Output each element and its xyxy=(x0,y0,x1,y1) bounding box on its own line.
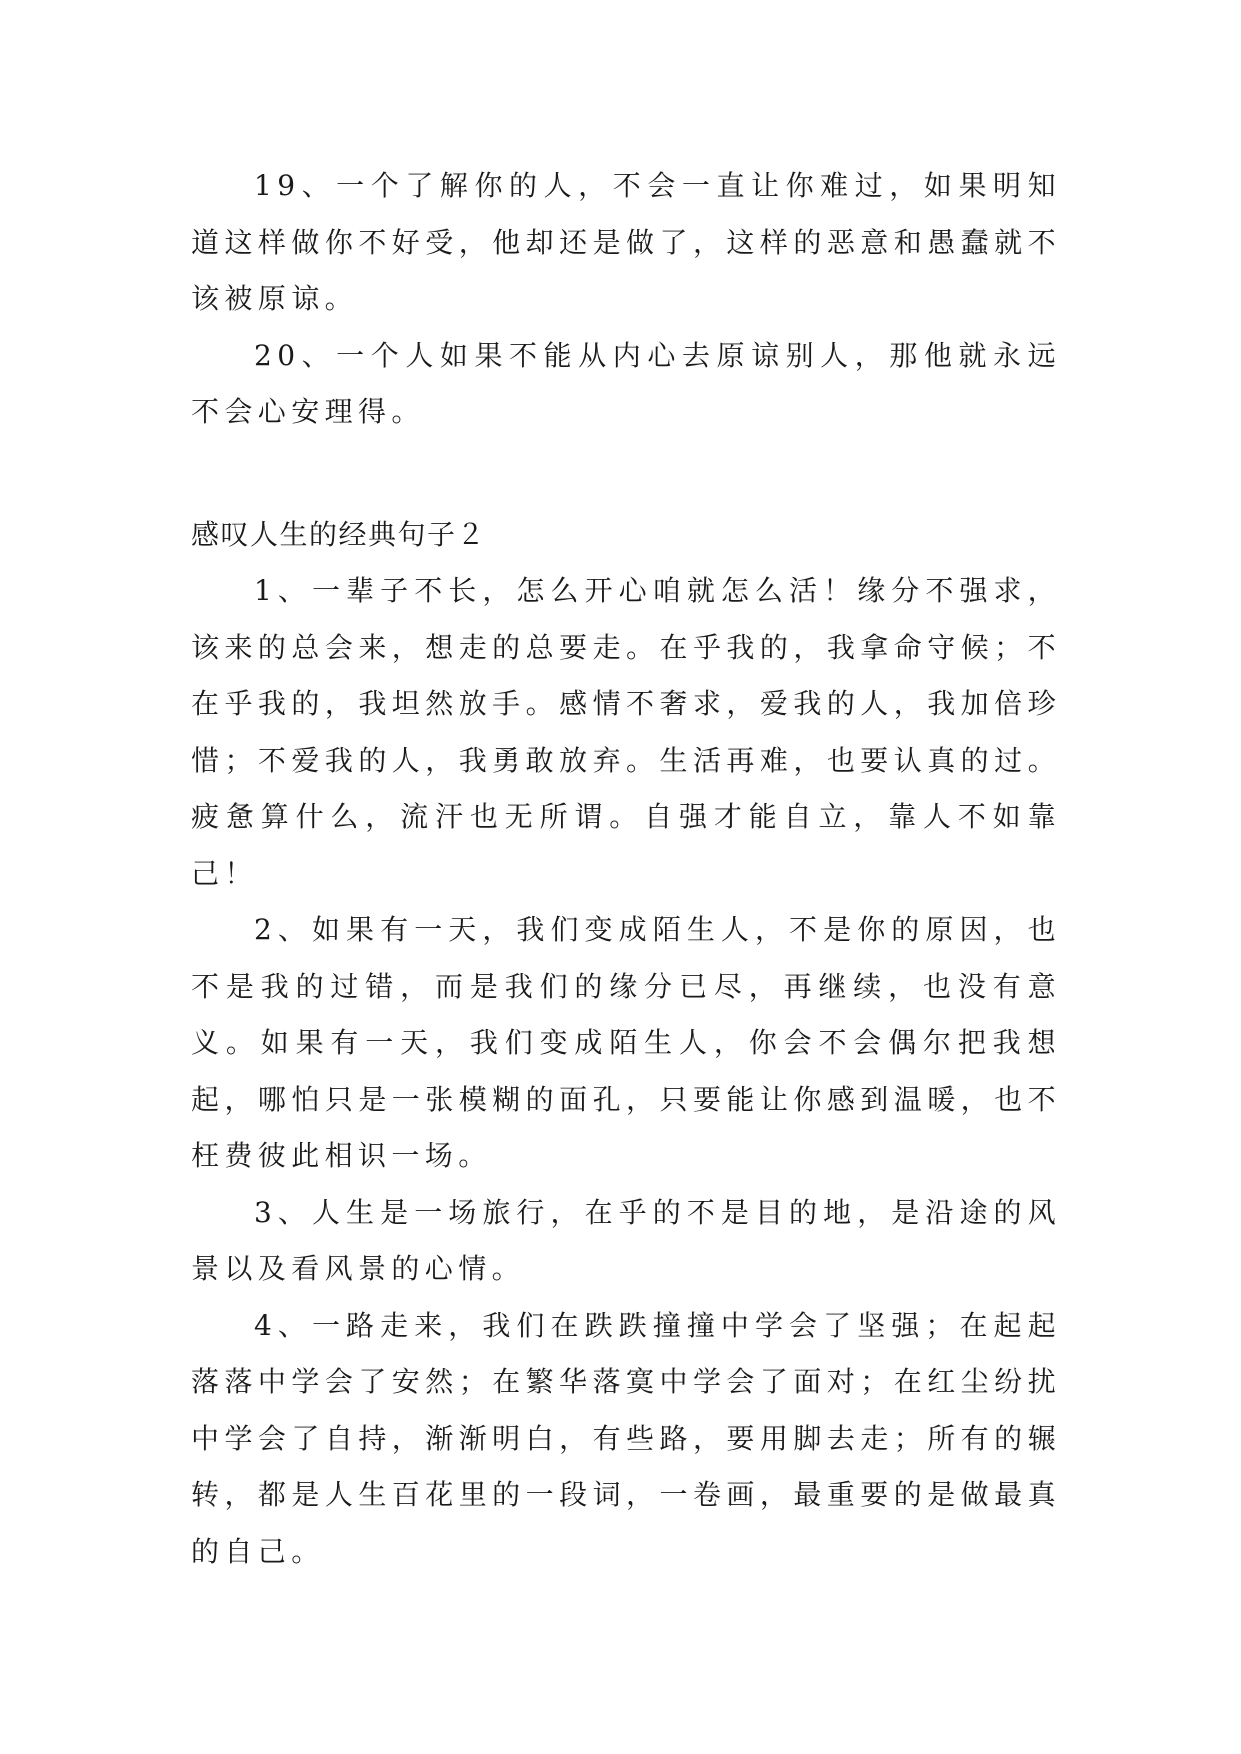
section-heading: 感叹人生的经典句子２ xyxy=(191,517,487,551)
paragraph-item-4: 4、一路走来，我们在跌跌撞撞中学会了坚强；在起起落落中学会了安然；在繁华落寞中学会了面对；在红尘纷扰中学会了自持，渐渐明白，有些路，要用脚去走；所有的辗转，都是人生百花里的一段词，一卷画，最重要的是做最真的自己。 xyxy=(191,1308,1061,1568)
paragraph-item-2: 2、如果有一天，我们变成陌生人，不是你的原因，也不是我的过错，而是我们的缘分已尽，再继续，也没有意义。如果有一天，我们变成陌生人，你会不会偶尔把我想起，哪怕只是一张模糊的面孔，只要能让你感到温暖，也不枉费彼此相识一场。 xyxy=(191,913,1061,1172)
section-spacer xyxy=(191,441,1061,507)
paragraph-item-3: 3、人生是一场旅行，在乎的不是目的地，是沿途的风景以及看风景的心情。 xyxy=(191,1195,1061,1285)
paragraph-item-19: 19、一个了解你的人，不会一直让你难过，如果明知道这样做你不好受，他却还是做了，这样的恶意和愚蠢就不该被原谅。 xyxy=(191,169,1061,315)
paragraph-item-1: 1、一辈子不长，怎么开心咱就怎么活！缘分不强求，该来的总会来，想走的总要走。在乎我的，我拿命守候；不在乎我的，我坦然放手。感情不奢求，爱我的人，我加倍珍惜；不爱我的人，我勇敢放弃。生活再难，也要认真的过。疲惫算什么，流汗也无所谓。自强才能自立，靠人不如靠己！ xyxy=(191,574,1061,890)
paragraph-item-20: 20、一个人如果不能从内心去原谅别人，那他就永远不会心安理得。 xyxy=(191,338,1061,428)
document-page xyxy=(191,158,1061,1580)
